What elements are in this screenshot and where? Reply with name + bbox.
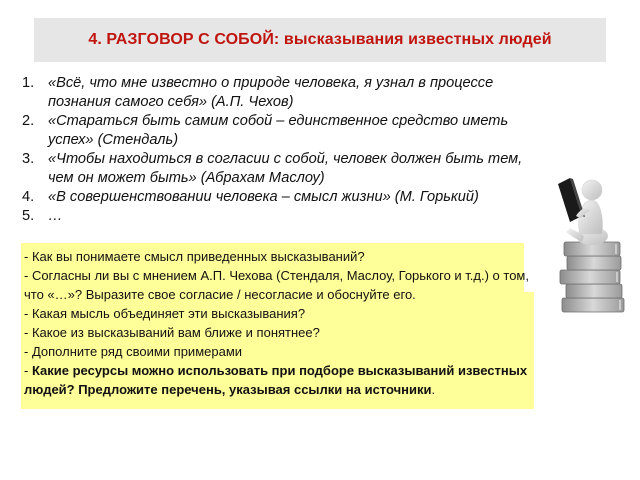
quote-text: … bbox=[48, 208, 63, 224]
quote-text: «Всё, что мне известно о природе человека, я узнал в процессе познания самого себя» (А.П. Чехов) bbox=[48, 75, 494, 110]
quote-item bbox=[22, 74, 542, 112]
question-1: - Как вы понимаете смысл приведенных высказываний? bbox=[24, 249, 365, 264]
quote-number: 1. bbox=[22, 75, 35, 91]
quote-number: 5. bbox=[22, 208, 35, 224]
quote-item bbox=[22, 150, 542, 188]
quote-text: «Стараться быть самим собой – единственное средство иметь успех» (Стендаль) bbox=[48, 113, 509, 148]
quote-number: 2. bbox=[22, 113, 35, 129]
questions-block bbox=[24, 247, 534, 399]
question-6-prefix: - bbox=[24, 363, 32, 378]
question-5: - Дополните ряд своими примерами bbox=[24, 344, 243, 359]
slide-title: 4. РАЗГОВОР С СОБОЙ: высказывания известных людей bbox=[88, 31, 552, 48]
quote-text: «Чтобы находиться в согласии с собой, человек должен быть тем, чем он может быть» (Абрахам Маслоу) bbox=[48, 151, 523, 186]
quote-item bbox=[22, 207, 542, 226]
quote-item bbox=[22, 112, 542, 150]
question-6-suffix: . bbox=[431, 382, 436, 397]
question-4: - Какое из высказываний вам ближе и понятнее? bbox=[24, 325, 320, 340]
title-bar bbox=[34, 18, 606, 62]
question-2: - Согласны ли вы с мнением А.П. Чехова (Стендаля, Маслоу, Горького и т.д.) о том, что «…»? Выразите свое согласие / несогласие и обоснуйте его. bbox=[24, 268, 529, 302]
quote-number: 3. bbox=[22, 151, 35, 167]
quote-text: «В совершенствовании человека – смысл жизни» (М. Горький) bbox=[48, 189, 479, 205]
question-3: - Какая мысль объединяет эти высказывания? bbox=[24, 306, 306, 321]
quote-number: 4. bbox=[22, 189, 35, 205]
question-6-bold: Какие ресурсы можно использовать при подборе высказываний известных людей? Предложите перечень, указывая ссылки на источники bbox=[24, 363, 528, 397]
question-6 bbox=[24, 361, 534, 399]
quote-item bbox=[22, 188, 542, 207]
person-reading-on-books-icon bbox=[540, 170, 630, 320]
quote-list bbox=[22, 74, 542, 226]
